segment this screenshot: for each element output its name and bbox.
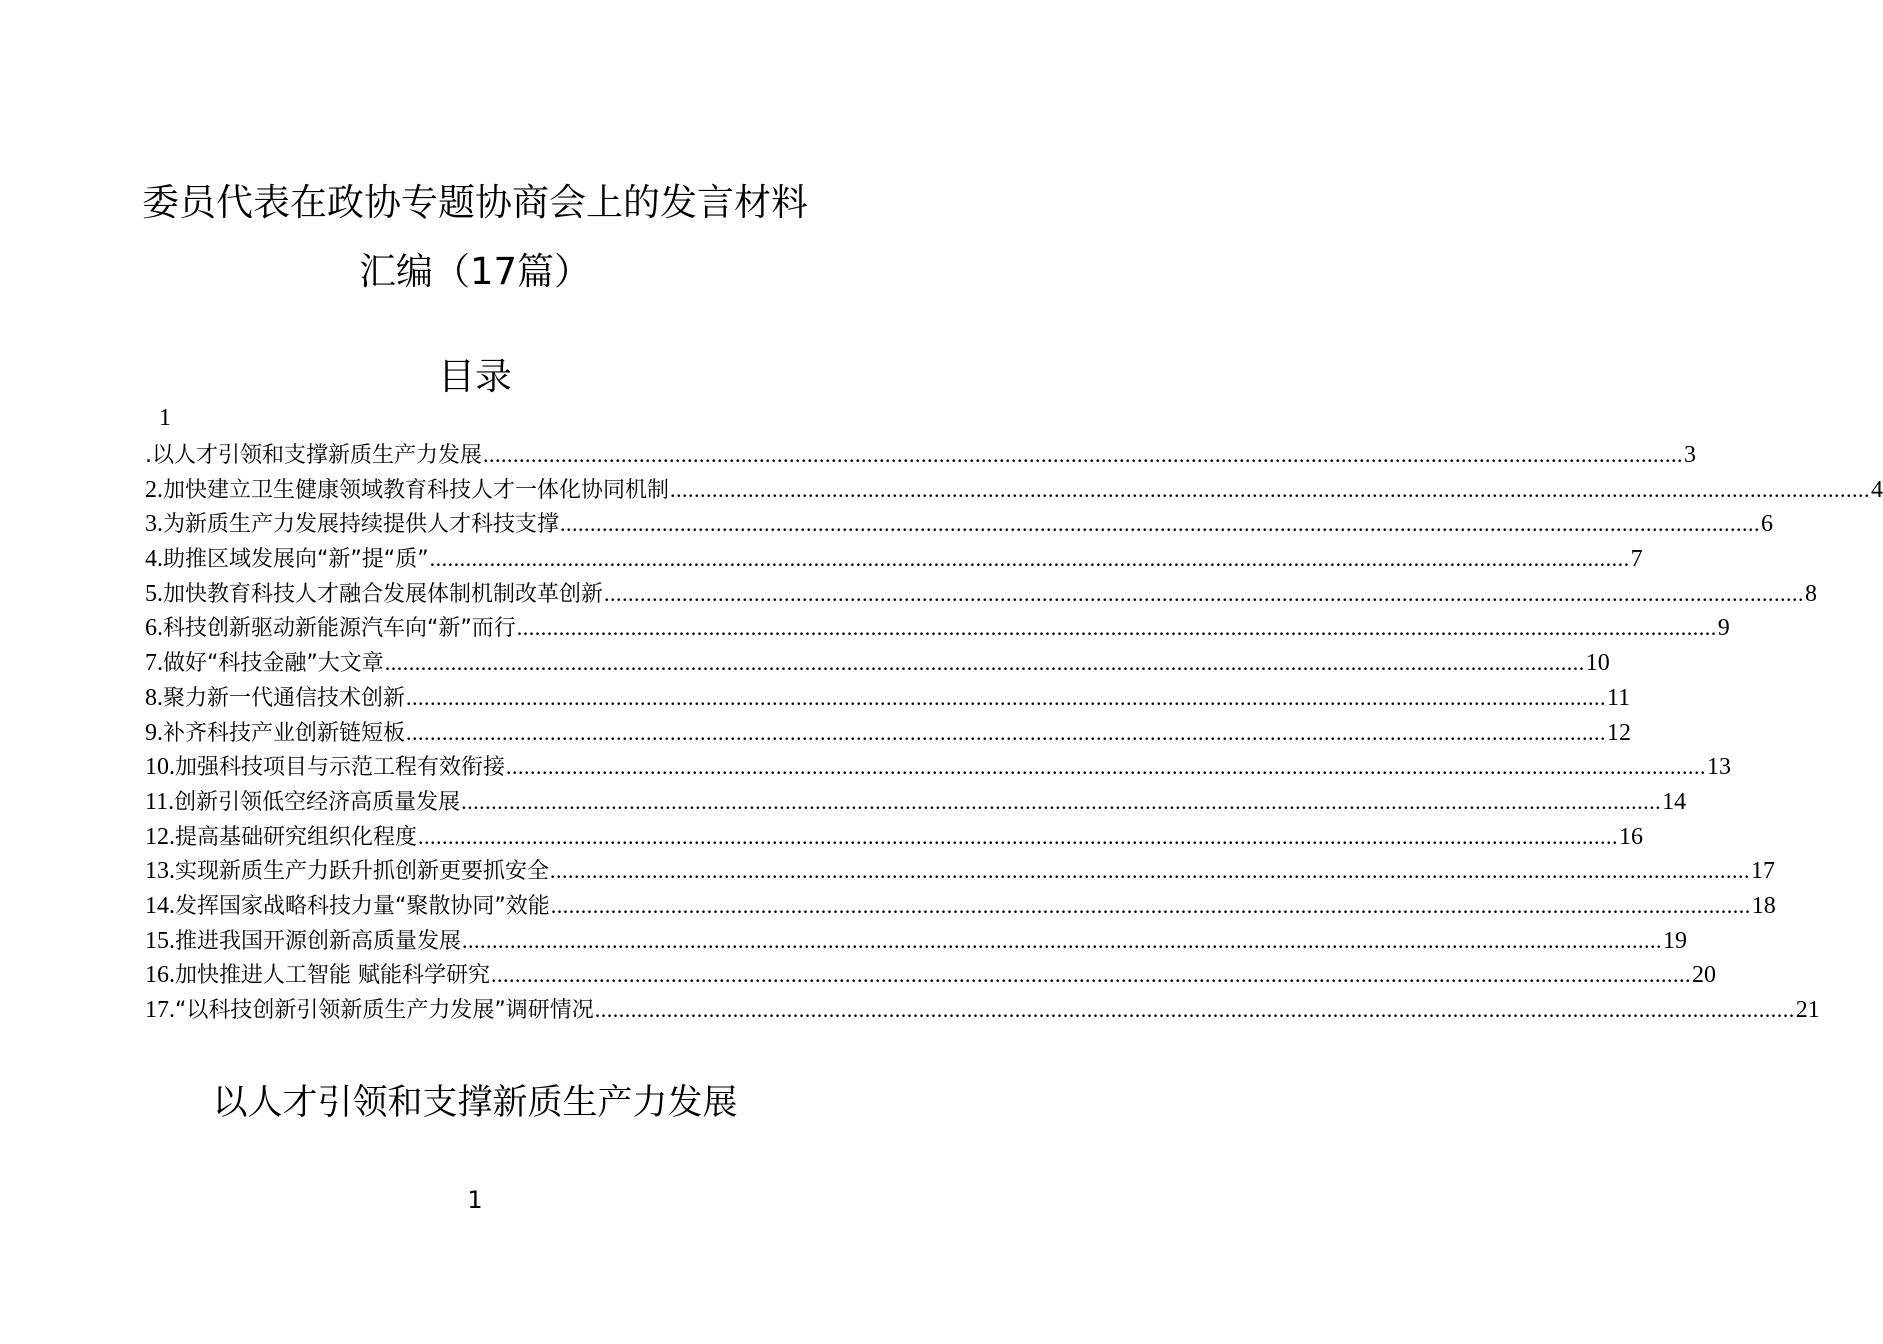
toc-entry-title: 聚力新一代通信技术创新	[163, 685, 406, 711]
toc-entry-number: 15.	[145, 927, 175, 954]
toc-entry-number: 8.	[145, 684, 163, 711]
toc-entry-number: 12.	[145, 823, 175, 850]
toc-entry[interactable]	[145, 542, 1643, 577]
toc-entry-page: 18	[1751, 892, 1776, 919]
toc-entry-page: 10	[1585, 650, 1610, 677]
toc-entry-number: 17.	[145, 997, 175, 1023]
toc-entry[interactable]	[145, 473, 1883, 508]
toc-entry[interactable]	[145, 820, 1644, 855]
toc-entry-number: 7.	[145, 650, 163, 677]
page-number: 1	[467, 1186, 483, 1214]
toc-entry-number: 16.	[145, 962, 175, 989]
toc-entry-page: 8	[1805, 580, 1818, 607]
toc-entry-number: 3.	[145, 511, 163, 538]
toc-entry[interactable]	[145, 889, 1776, 924]
toc-entry-number: 11.	[145, 788, 175, 815]
toc-entry-title: 加快教育科技人才融合发展体制机制改革创新	[163, 581, 604, 607]
toc-entry-page: 9	[1717, 615, 1730, 642]
toc-entry-page: 4	[1871, 476, 1883, 503]
toc-entry-page: 6	[1761, 511, 1774, 538]
toc-first-number: 1	[159, 405, 171, 431]
toc-dot-leader: ........................................................................................................................................................................................................	[384, 650, 1585, 676]
toc-entry-number: 2.	[145, 476, 163, 503]
toc-entry-number: 9.	[145, 719, 163, 746]
toc-dot-leader: ........................................................................................................................................................................................................	[670, 476, 1871, 502]
toc-dot-leader: ........................................................................................................................................................................................................	[516, 615, 1717, 641]
toc-dot-leader: ........................................................................................................................................................................................................	[406, 684, 1607, 710]
toc-entry[interactable]	[145, 507, 1774, 542]
toc-entry-title: .以人才引领和支撑新质生产力发展	[145, 443, 482, 468]
toc-entry-title: “以科技创新引领新质生产力发展”调研情况	[175, 998, 594, 1023]
toc-entry-title: 做好“科技金融”大文章	[163, 651, 384, 677]
toc-heading: 目录	[438, 355, 512, 398]
toc-dot-leader: ........................................................................................................................................................................................................	[429, 546, 1630, 572]
toc-entry-number: 4.	[145, 546, 163, 573]
toc-dot-leader: ........................................................................................................................................................................................................	[506, 754, 1707, 780]
toc-entry-title: 加快建立卫生健康领域教育科技人才一体化协同机制	[163, 477, 670, 503]
toc-entry-page: 20	[1692, 962, 1716, 989]
toc-entry-title: 实现新质生产力跃升抓创新更要抓安全	[175, 859, 550, 885]
toc-entry-number: 13.	[145, 858, 175, 885]
toc-dot-leader: ........................................................................................................................................................................................................	[406, 719, 1607, 745]
toc-entry[interactable]	[145, 716, 1632, 751]
toc-entry-page: 13	[1707, 754, 1732, 781]
toc-dot-leader: ........................................................................................................................................................................................................	[461, 788, 1662, 814]
toc-dot-leader: ........................................................................................................................................................................................................	[491, 962, 1691, 988]
document-title-line-2: 汇编（17篇）	[358, 250, 592, 293]
toc-entry-page: 3	[1684, 442, 1696, 468]
toc-entry-page: 12	[1607, 719, 1632, 746]
toc-entry-number: 10.	[145, 754, 175, 781]
document-title-line-1: 委员代表在政协专题协商会上的发言材料	[142, 181, 808, 224]
toc-entry-page: 19	[1663, 927, 1688, 954]
toc-entry-page: 21	[1795, 997, 1820, 1023]
toc-entry[interactable]	[145, 750, 1732, 785]
toc-entry[interactable]	[145, 438, 1696, 473]
table-of-contents	[145, 438, 1883, 1028]
toc-entry-page: 16	[1619, 823, 1644, 850]
toc-entry-title: 发挥国家战略科技力量“聚散协同”效能	[175, 893, 550, 919]
toc-entry[interactable]	[145, 854, 1776, 889]
toc-entry[interactable]	[145, 646, 1610, 681]
toc-dot-leader: ........................................................................................................................................................................................................	[560, 511, 1761, 537]
toc-entry-title: 提高基础研究组织化程度	[175, 824, 418, 850]
toc-entry-number: 5.	[145, 580, 163, 607]
toc-entry[interactable]	[145, 924, 1688, 959]
toc-entry-title: 助推区域发展向“新”提“质”	[163, 547, 429, 573]
toc-entry[interactable]	[145, 681, 1631, 716]
toc-entry-title: 加强科技项目与示范工程有效衔接	[175, 755, 506, 781]
toc-dot-leader: ........................................................................................................................................................................................................	[418, 823, 1619, 849]
section-title: 以人才引领和支撑新质生产力发展	[212, 1083, 738, 1123]
toc-dot-leader: ........................................................................................................................................................................................................	[604, 580, 1805, 606]
toc-entry[interactable]	[145, 611, 1730, 646]
toc-entry[interactable]	[145, 577, 1818, 612]
toc-dot-leader: ........................................................................................................................................................................................................	[483, 442, 1683, 467]
toc-entry-title: 加快推进人工智能 赋能科学研究	[175, 963, 490, 989]
toc-entry-page: 17	[1751, 858, 1776, 885]
toc-dot-leader: ........................................................................................................................................................................................................	[550, 858, 1751, 884]
toc-dot-leader: ........................................................................................................................................................................................................	[550, 892, 1751, 918]
toc-entry-number: 6.	[145, 615, 163, 642]
toc-entry-title: 补齐科技产业创新链短板	[163, 720, 406, 746]
toc-entry-title: 科技创新驱动新能源汽车向“新”而行	[163, 616, 516, 642]
toc-dot-leader: ........................................................................................................................................................................................................	[462, 927, 1663, 953]
toc-entry-page: 7	[1630, 546, 1643, 573]
toc-entry-title: 为新质生产力发展持续提供人才科技支撑	[163, 512, 560, 538]
toc-entry-title: 创新引领低空经济高质量发展	[174, 789, 461, 815]
toc-entry-number: 14.	[145, 892, 175, 919]
toc-entry-page: 14	[1662, 788, 1687, 815]
toc-entry-title: 推进我国开源创新高质量发展	[175, 928, 462, 954]
toc-entry[interactable]	[145, 993, 1820, 1028]
toc-entry[interactable]	[145, 785, 1687, 820]
toc-entry-page: 11	[1607, 684, 1631, 711]
toc-entry[interactable]	[145, 958, 1716, 993]
toc-dot-leader: ........................................................................................................................................................................................................	[594, 997, 1795, 1022]
